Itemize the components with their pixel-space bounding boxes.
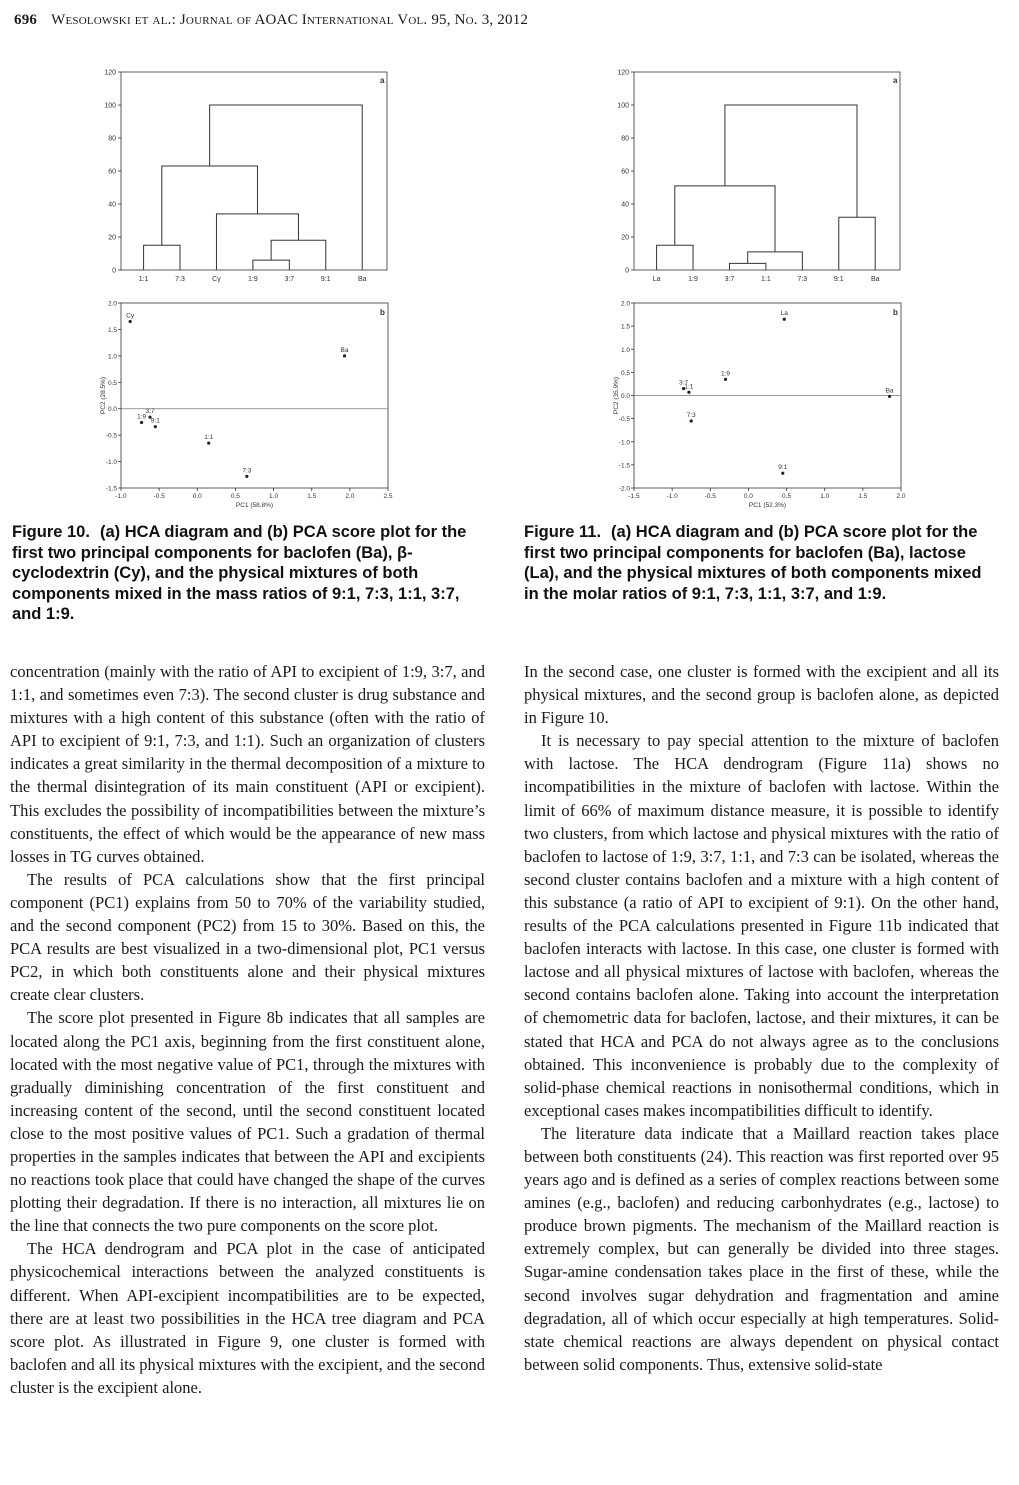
leaf-label: Cy: [212, 276, 221, 283]
y-tick-label: 80: [108, 135, 116, 143]
leaf-label: 1:9: [248, 276, 258, 283]
y-tick-label: 20: [108, 234, 116, 242]
point-label: 9:1: [150, 417, 160, 425]
y-tick-label: 1.5: [107, 326, 117, 334]
x-tick-label: -1.0: [115, 493, 127, 500]
x-tick-label: 1.0: [269, 493, 279, 500]
figure-11-caption: [524, 522, 994, 604]
point-label: 7:3: [242, 467, 252, 475]
y-tick-label: -2.0: [618, 485, 630, 493]
data-point: [207, 441, 210, 444]
x-tick-label: -0.5: [704, 493, 716, 500]
panel-label: b: [893, 308, 898, 317]
y-tick-label: 0: [112, 267, 116, 275]
figure-10-caption: [12, 522, 482, 625]
y-tick-label: 0.5: [107, 379, 117, 387]
point-label: 1:9: [721, 370, 731, 378]
plot-frame: [121, 72, 387, 270]
dendrogram-link: [839, 217, 875, 270]
panel-label: a: [893, 76, 898, 85]
panel-label: b: [380, 308, 385, 317]
dendrogram-link: [725, 105, 857, 217]
leaf-label: La: [652, 276, 661, 283]
data-point: [245, 475, 248, 478]
leaf-label: Ba: [870, 276, 880, 283]
y-tick-label: 1.0: [620, 346, 630, 354]
dendrogram-link: [675, 186, 775, 252]
figure-11-caption-text: (a) HCA diagram and (b) PCA score plot for the first two principal components for baclofen (Ba), lactose (La), and the physical mixtures of both components mixed in the molar ratios of 9:1, 7:3, 1:1, 3:7, and 1:9.: [524, 523, 982, 603]
dendrogram-link: [162, 166, 258, 245]
running-title: Wesolowski et al.: Journal of AOAC International Vol. 95, No. 3, 2012: [51, 12, 529, 28]
left-column: [10, 660, 485, 1399]
y-tick-label: -1.5: [618, 462, 630, 470]
right-paragraph-2: It is necessary to pay special attention to the mixture of baclofen with lactose. The HCA dendrogram (Figure 11a) shows no incompatibilities in the mixture of baclofen with lactose. Within the limit of 66% of maximum distance measure, it is possible to identify two clusters, from which lactose and physical mixtures with the ratio of baclofen to lactose of 1:9, 3:7, 1:1, and 7:3 can be isolated, whereas the second cluster contains baclofen and a mixture with a high content of this substance (a ratio of API to excipient of 9:1). On the other hand, results of the PCA calculations presented in Figure 11b indicated that baclofen interacts with lactose. In this case, one cluster is formed with lactose and all physical mixtures of lactose with baclofen, whereas the second contains baclofen alone. Taking into account the interpretation of chemometric data for baclofen, lactose, and their mixtures, it can be stated that HCA and PCA do not always agree as to the conclusions obtained. This inconvenience is probably due to the complexity of solid-phase chemical reactions in nonisothermal conditions, which in exceptional cases makes incompatibilities difficult to identify.: [524, 731, 999, 1120]
y-tick-label: 0.5: [620, 369, 630, 377]
data-point: [783, 318, 786, 321]
data-point: [129, 320, 132, 323]
leaf-label: 7:3: [797, 276, 808, 283]
leaf-label: 3:7: [284, 276, 295, 283]
x-tick-label: 1.5: [307, 493, 317, 500]
leaf-label: 1:9: [688, 276, 698, 283]
figure-11-number: Figure 11.: [524, 523, 602, 541]
y-tick-label: 100: [617, 102, 629, 110]
y-tick-label: -1.0: [618, 439, 630, 447]
dendrogram-link: [271, 240, 326, 270]
y-tick-label: -1.0: [105, 459, 117, 467]
leaf-label: Ba: [357, 276, 367, 283]
y-tick-label: 40: [108, 201, 116, 209]
figure-10b-pca-score-plot: [95, 295, 405, 517]
point-label: 1:1: [684, 383, 694, 391]
y-tick-label: 120: [617, 69, 629, 77]
x-tick-label: 2.5: [383, 493, 393, 500]
panel-label: a: [380, 76, 385, 85]
x-tick-label: 0.0: [192, 493, 202, 500]
data-point: [888, 395, 891, 398]
left-paragraph-4: The HCA dendrogram and PCA plot in the case of anticipated physicochemical interactions between the analyzed constituents is different. When API-excipient incompatibilities are to be expected, there are at least two possibilities in the HCA tree diagram and PCA score plot. As illustrated in Figure 9, one cluster is formed with baclofen and all its physical mixtures with the excipient, and the second cluster is the excipient alone.: [10, 1239, 485, 1397]
point-label: Ba: [885, 387, 894, 395]
y-tick-label: 2.0: [107, 300, 117, 308]
data-point: [724, 378, 727, 381]
x-tick-label: 0.5: [230, 493, 240, 500]
y-tick-label: 60: [108, 168, 116, 176]
point-label: 9:1: [778, 464, 788, 472]
y-tick-label: 60: [621, 168, 629, 176]
dendrogram-link: [253, 260, 289, 270]
y-tick-label: 100: [104, 102, 116, 110]
y-tick-label: -0.5: [618, 416, 630, 424]
figure-10-number: Figure 10.: [12, 523, 90, 541]
x-tick-label: -1.5: [628, 493, 640, 500]
plot-frame: [121, 303, 388, 488]
y-tick-label: 120: [104, 69, 116, 77]
leaf-label: 1:1: [761, 276, 771, 283]
leaf-label: 9:1: [320, 276, 331, 283]
leaf-label: 3:7: [724, 276, 735, 283]
y-tick-label: 1.5: [620, 323, 630, 331]
data-point: [690, 419, 693, 422]
leaf-label: 9:1: [833, 276, 844, 283]
y-tick-label: 1.0: [107, 353, 117, 361]
data-point: [687, 391, 690, 394]
leaf-label: 1:1: [138, 276, 149, 283]
figure-10-caption-text: (a) HCA diagram and (b) PCA score plot for the first two principal components for baclofen (Ba), β-cyclodextrin (Cy), and the physical mixtures of both components mixed in the mass ratios of 9:1, 7:3, 1:1, 3:7, and 1:9.: [12, 523, 467, 623]
point-label: 3:7: [679, 379, 689, 387]
figure-10a-hca-dendrogram: [95, 64, 405, 288]
x-axis-label: PC1 (52.3%): [748, 502, 787, 509]
y-tick-label: 40: [621, 201, 629, 209]
y-tick-label: 0.0: [620, 393, 630, 400]
x-tick-label: 0.0: [743, 493, 753, 500]
dendrogram-link: [144, 245, 180, 270]
y-tick-label: 80: [621, 135, 629, 143]
figure-11b-pca-score-plot: [608, 295, 918, 517]
y-tick-label: -1.5: [105, 485, 117, 493]
running-header: [14, 12, 528, 29]
left-paragraph-1: concentration (mainly with the ratio of API to excipient of 1:9, 3:7, and 1:1, and sometimes even 7:3). The second cluster is drug substance and mixtures with a high content of this substance (often with the ratio of API to excipient of 9:1, 7:3, and 1:1). Such an organization of clusters indicates a great similarity in the thermal decomposition of a mixture to the thermal disintegration of its main constituent (API or excipient). This excludes the possibility of incompatibilities between the mixture’s constituents, the effect of which would be the appearance of new mass losses in TG curves obtained.: [10, 662, 485, 866]
y-axis-label: PC2 (28.5%): [100, 376, 107, 415]
x-tick-label: 1.0: [820, 493, 830, 500]
dendrogram-link: [216, 214, 298, 270]
y-tick-label: -0.5: [105, 432, 117, 440]
point-label: La: [780, 310, 788, 318]
dendrogram-link: [729, 263, 765, 270]
point-label: Cy: [126, 312, 135, 320]
point-label: 3:7: [145, 408, 155, 416]
x-axis-label: PC1 (58.8%): [235, 502, 274, 509]
y-tick-label: 0.0: [107, 406, 117, 414]
dendrogram-link: [748, 252, 803, 270]
right-paragraph-3: The literature data indicate that a Maillard reaction takes place between both constituents (24). This reaction was first reported over 95 years ago and is defined as a series of complex reactions between some amines (e.g., baclofen) and reducing carbonhydrates (e.g., lactose) to produce brown pigments. The mechanism of the Maillard reaction is extremely complex, but can generally be divided into three stages. Sugar-amine condensation takes place in the first of these, while the second involves sugar dehydration and fragmentation and amine degradation, all of which occur especially at high temperatures. Solid-state chemical reactions are always dependent on physical contact between solid components. Thus, extensive solid-state: [524, 1123, 999, 1374]
left-paragraph-2: The results of PCA calculations show that the first principal component (PC1) explains from 50 to 70% of the variability studied, and the second component (PC2) from 15 to 30%. Based on this, the PCA results are best visualized in a two-dimensional plot, PC1 versus PC2, in which both constituents alone and their physical mixtures create clear clusters.: [10, 869, 485, 1005]
data-point: [781, 472, 784, 475]
x-tick-label: -1.0: [666, 493, 678, 500]
x-tick-label: 2.0: [896, 493, 906, 500]
plot-frame: [634, 72, 900, 270]
point-label: 1:1: [204, 434, 214, 442]
left-paragraph-3: The score plot presented in Figure 8b indicates that all samples are located along the PC1 axis, beginning from the first constituent alone, located with the most negative value of PC1, through the mixtures with gradually diminishing concentration of the first constituent and increasing content of the second, until the second constituent located close to the most positive values of PC1. Such a gradation of thermal properties in the samples indicates that between the API and excipients no reactions took place that could have changed the shape of the curves plotting their degradation. If there is no interaction, all mixtures lie on the line that connects the two pure components on the score plot.: [10, 1008, 485, 1236]
x-tick-label: 0.5: [782, 493, 792, 500]
dendrogram-link: [210, 105, 363, 270]
data-point: [343, 354, 346, 357]
x-tick-label: -0.5: [153, 493, 165, 500]
data-point: [154, 425, 157, 428]
x-tick-label: 2.0: [345, 493, 355, 500]
y-tick-label: 0: [625, 267, 629, 275]
data-point: [140, 421, 143, 424]
point-label: Ba: [340, 346, 349, 354]
point-label: 1:9: [137, 413, 147, 421]
right-paragraph-1: In the second case, one cluster is formed with the excipient and all its physical mixtures, and the second group is baclofen alone, as depicted in Figure 10.: [524, 662, 999, 728]
point-label: 7:3: [686, 411, 696, 419]
leaf-label: 7:3: [175, 276, 185, 283]
page-number: 696: [14, 12, 38, 28]
y-tick-label: 20: [621, 234, 629, 242]
y-axis-label: PC2 (35.9%): [613, 376, 620, 415]
figure-11a-hca-dendrogram: [608, 64, 918, 288]
dendrogram-link: [657, 245, 693, 270]
y-tick-label: 2.0: [620, 300, 630, 308]
right-column: [524, 660, 999, 1376]
x-tick-label: 1.5: [858, 493, 868, 500]
